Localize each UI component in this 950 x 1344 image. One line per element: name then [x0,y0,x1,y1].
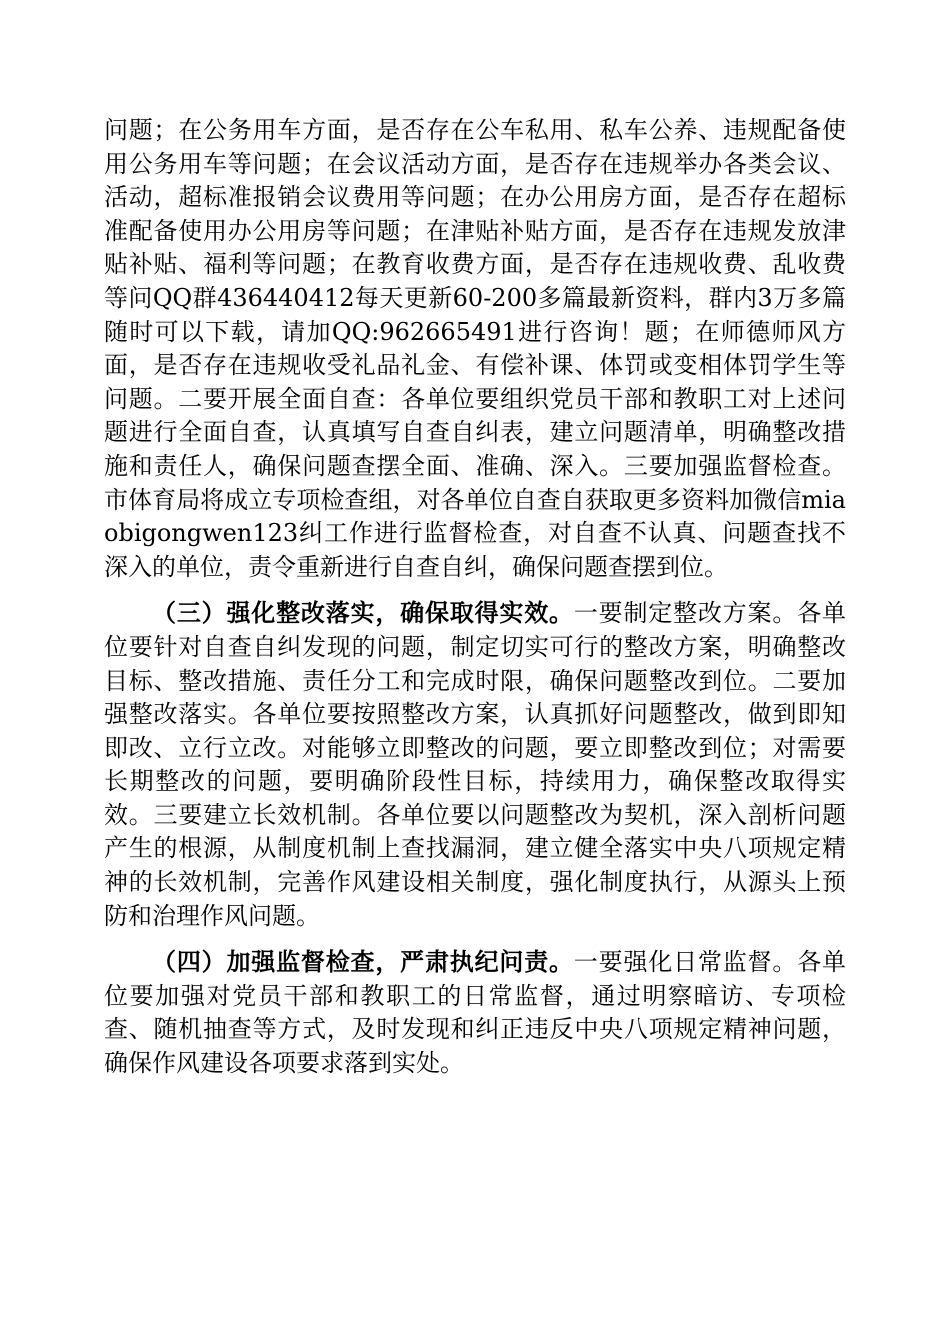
section-heading-3: （三）强化整改落实，确保取得实效。 [152,598,574,628]
paragraph-text: 问题；在公务用车方面，是否存在公车私用、私车公养、违规配备使用公务用车等问题；在会议活动方面，是否存在违规举办各类会议、活动，超标准报销会议费用等问题；在办公用房方面，是否存在超标准配备使用办公用房等问题；在津贴补贴方面，是否存在违规发放津贴补贴、福利等问题；在教育收费方面，是否存在违规收费、乱收费等问QQ群436440412每天更新60-200多篇最新资料，群内3万多篇随时可以下载，请加QQ:962665491进行咨询！题；在师德师风方面，是否存在违规收受礼品礼金、有偿补课、体罚或变相体罚学生等问题。二要开展全面自查：各单位要组织党员干部和教职工对上述问题进行全面自查，认真填写自查自纠表，建立问题清单，明确整改措施和责任人，确保问题查摆全面、准确、深入。三要加强监督检查。市体育局将成立专项检查组，对各单位自查自获取更多资料加微信miaobigongwen123纠工作进行监督检查，对自查不认真、问题查找不深入的单位，责令重新进行自查自纠，确保问题查摆到位。 [104,116,846,581]
paragraph-continuation [104,114,846,584]
document-body [104,114,846,1081]
paragraph-section-4 [104,945,846,1080]
paragraph-text: 一要制定整改方案。各单位要针对自查自纠发现的问题，制定切实可行的整改方案，明确整改目标、整改措施、责任分工和完成时限，确保问题整改到位。二要加强整改落实。各单位要按照整改方案，认真抓好问题整改，做到即知即改、立行立改。对能够立即整改的问题，要立即整改到位；对需要长期整改的问题，要明确阶段性目标，持续用力，确保整改取得实效。三要建立长效机制。各单位要以问题整改为契机，深入剖析问题产生的根源，从制度机制上查找漏洞，建立健全落实中央八项规定精神的长效机制，完善作风建设相关制度，强化制度执行，从源头上预防和治理作风问题。 [104,599,847,930]
paragraph-section-3 [104,596,846,933]
paragraph-text: 一要强化日常监督。各单位要加强对党员干部和教职工的日常监督，通过明察暗访、专项检查、随机抽查等方式，及时发现和纠正违反中央八项规定精神问题，确保作风建设各项要求落到实处。 [104,948,847,1078]
section-heading-4: （四）加强监督检查，严肃执纪问责。 [152,947,574,977]
